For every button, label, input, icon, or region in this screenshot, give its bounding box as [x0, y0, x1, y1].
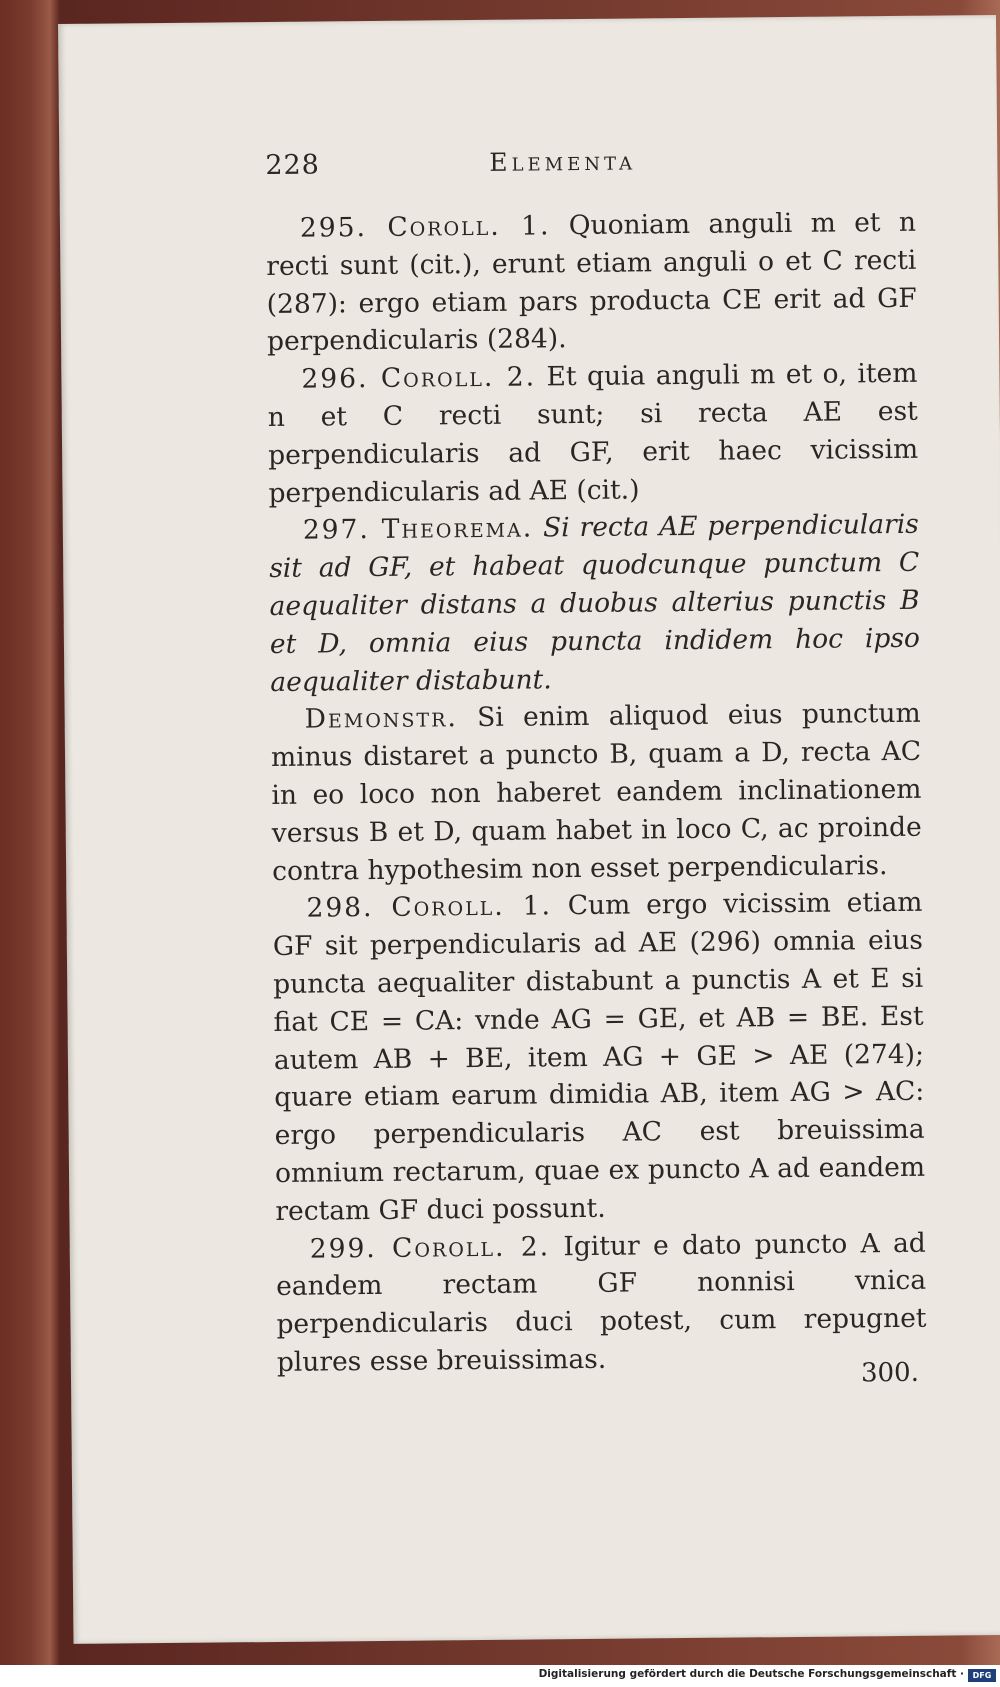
page-number: 228 [265, 149, 321, 182]
paragraph-297 [269, 506, 921, 701]
paragraph-298 [272, 884, 925, 1230]
digitization-credit: Digitalisierung gefördert durch die Deutsche Forschungsgemeinschaft · [538, 1668, 964, 1680]
paragraph-label: 298. Coroll. 1. [306, 890, 553, 924]
page-header [265, 143, 965, 190]
paragraph-text: Cum ergo vicissim etiam GF sit perpendicularis ad AE (296) omnia eius puncta aequaliter distabunt a punctis A et E si fiat CE = CA: vnde AG = GE, et AB = BE. Est autem AB + BE, item AG + GE > AE (274); quare etiam earum dimidia AB, item AG > AC: ergo perpendicularis AC est breuissima omnium rectarum, quae ex puncto A ad eandem rectam GF duci possunt. [272, 887, 926, 1227]
paragraph-demonstr [271, 695, 923, 890]
paragraph-label: 296. Coroll. 2. [301, 361, 537, 395]
paragraph-text: Et quia anguli m et o, item n et C recti sunt; si recta AE est perpendicularis ad GF, erit haec vicissim perpendicularis ad AE (cit.) [267, 357, 919, 509]
paragraph-text: Si enim aliquod eius punctum minus distaret a puncto B, quam a D, recta AC in eo loco non haberet eandem inclinationem versus B et D, quam habet in loco C, ac proinde contra hypothesim non esset perpendicularis. [270, 698, 922, 887]
running-title: Elementa [489, 146, 637, 177]
theorem-text: Si recta AE perpendicularis sit ad GF, et habeat quodcunque punctum C aequaliter distans a duobus alterius punctis B et D, omnia eius puncta indidem hoc ipso aequaliter distabunt. [269, 509, 921, 698]
paragraph-text: Quoniam anguli m et n recti sunt (cit.), erunt etiam anguli o et C recti (287): ergo etiam pars producta CE erit ad GF perpendicularis (284). [266, 206, 917, 358]
paragraph-label: Demonstr. [304, 702, 459, 736]
paragraph-text: Igitur e dato puncto A ad eandem rectam GF nonnisi vnica perpendicularis duci potest, cum repugnet plures esse breuissimas. [275, 1227, 927, 1378]
footer-bar [0, 1665, 1000, 1687]
paragraph-296 [267, 355, 918, 512]
catchword: 300. [860, 1357, 920, 1389]
paragraph-299 [276, 1224, 927, 1381]
dfg-logo-icon: DFG [968, 1669, 996, 1682]
paragraph-label: 295. Coroll. 1. [299, 210, 551, 244]
paragraph-label: 297. Theorema. [302, 512, 534, 547]
paragraph-label: 299. Coroll. 2. [309, 1230, 551, 1265]
paragraph-295 [266, 204, 917, 361]
body-text [266, 204, 927, 1382]
book-page [58, 15, 1000, 1644]
